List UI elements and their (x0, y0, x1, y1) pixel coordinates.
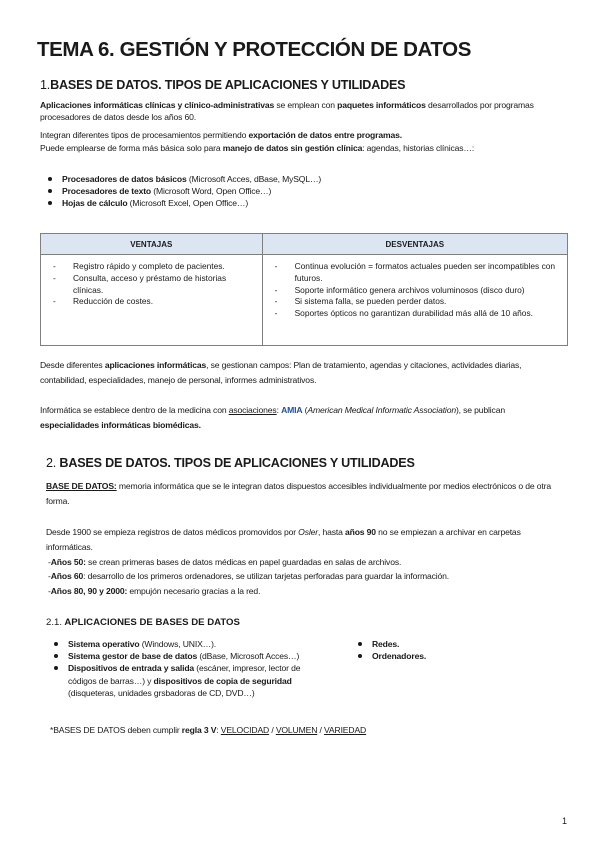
text: : desarrollo de los primeros ordenadores, se utilizan tarjetas perforadas para guardar la información. (83, 571, 449, 582)
table-header-row (41, 234, 568, 255)
section-1-paragraph-4 (40, 358, 565, 387)
timeline-item: -Años 60: desarrollo de los primeros ordenadores, se utilizan tarjetas perforadas para guardar la información. (48, 571, 449, 582)
text: Puede emplearse de forma más básica solo para (40, 143, 223, 153)
text: Desde 1900 se empieza registros de datos médicos promovidos por (46, 527, 299, 537)
italic-text: American Medical Informatic Association (307, 405, 456, 415)
list-item: - Consulta, acceso y préstamo de historias clínicas. (45, 273, 258, 297)
section-1-paragraph-1 (40, 99, 560, 123)
bold-text: manejo de datos sin gestión clínica (222, 143, 363, 153)
timeline-item: -Años 50: se crean primeras bases de datos médicas en papel guardadas en salas de archivos. (48, 557, 402, 567)
text: (Microsoft Word, Open Office…) (151, 186, 272, 197)
subsection-title: APLICACIONES DE BASES DE DATOS (64, 617, 240, 628)
text: Desde diferentes (40, 360, 105, 370)
underlined-text: VOLUMEN (275, 725, 318, 735)
text: Integran diferentes tipos de procesamientos permitiendo (40, 130, 249, 140)
underlined-text: VARIEDAD (323, 725, 367, 735)
bold-text: años 90 (344, 527, 376, 537)
underlined-text: asociaciones (228, 405, 277, 415)
bold-text: Años 60 (50, 571, 84, 582)
history-paragraph (46, 525, 556, 554)
text: (Microsoft Acces, dBase, MySQL…) (186, 174, 322, 184)
underlined-text: VELOCIDAD (220, 725, 270, 735)
text: (dBase, Microsoft Acces…) (197, 651, 300, 662)
text: (Windows, UNIX…). (139, 639, 217, 649)
section-1-paragraph-3 (40, 142, 565, 154)
list-item: - Si sistema falla, se pueden perder datos. (267, 296, 563, 308)
section-2-heading (46, 456, 415, 470)
text: se crean primeras bases de datos médicas en papel guardadas en salas de archivos. (85, 557, 402, 567)
section-1-title: BASES DE DATOS. TIPOS DE APLICACIONES Y UTILIDADES (50, 78, 406, 92)
bold-text: paquetes informáticos (337, 100, 426, 110)
list-item (44, 173, 544, 185)
text: empujón necesario gracias a la red. (127, 585, 261, 596)
list-item (354, 650, 534, 662)
bold-text: Sistema operativo (68, 639, 140, 649)
text: : agendas, historias clínicas…: (362, 143, 475, 153)
bold-text: Sistema gestor de base de datos (68, 651, 198, 662)
bold-text: aplicaciones informáticas (104, 360, 207, 370)
pros-cons-table (40, 233, 568, 346)
timeline-item: -Años 80, 90 y 2000: empujón necesario gracias a la red. (48, 585, 261, 596)
database-definition (46, 479, 556, 508)
list-item: - Soportes ópticos no garantizan durabilidad más allá de 10 años. (267, 308, 563, 320)
text: (disqueteras, unidades grsbadoras de CD, DVD…) (68, 687, 255, 698)
table-row (41, 255, 568, 346)
ventajas-cell (41, 255, 263, 346)
bold-text: Aplicaciones informáticas clínicas y clínico-administrativas (40, 100, 275, 110)
bold-text: Años 80, 90 y 2000: (50, 585, 128, 596)
text: : (216, 725, 221, 735)
text: : (276, 405, 282, 415)
text: , se gestionan campos: Plan de tratamiento, agendas y citaciones, actividades diarias, contabilidad, especialidades, manejo de personal, informes administrativos. (40, 360, 522, 385)
section-2-number: 2. (46, 456, 57, 470)
text: no se empiezan a archivar en carpetas informáticas. (46, 527, 521, 552)
list-item (44, 197, 544, 209)
list-item: - Continua evolución = formatos actuales pueden ser incompatibles con futuros. (267, 261, 563, 285)
text: memoria informática que se le integran datos dispuestos accesibles individualmente por medios electrónicos o de otra forma. (46, 481, 551, 506)
three-v-rule-note (50, 724, 550, 736)
desventajas-cell (262, 255, 567, 346)
text: Informática se establece dentro de la medicina con (40, 405, 229, 415)
bold-text: Años 50: (50, 557, 86, 567)
list-item (44, 185, 544, 197)
separator: / (269, 725, 276, 735)
timeline-list (48, 555, 563, 598)
bold-text: Dispositivos de entrada y salida (68, 663, 195, 674)
page-number: 1 (561, 816, 567, 826)
page-title: TEMA 6. GESTIÓN Y PROTECCIÓN DE DATOS (37, 38, 471, 61)
bold-text: Procesadores de texto (62, 186, 152, 197)
applications-list-left (50, 638, 330, 699)
header-desventajas: DESVENTAJAS (262, 234, 567, 255)
list-item (50, 662, 330, 699)
software-list (44, 173, 544, 210)
bold-text: Ordenadores. (372, 651, 427, 662)
subsection-2-1-heading (46, 617, 240, 628)
section-1-number: 1. (40, 78, 51, 92)
section-1-paragraph-2 (40, 129, 565, 141)
text: se emplean con (274, 100, 338, 110)
section-1-paragraph-5 (40, 403, 565, 432)
bold-text: regla 3 V (181, 725, 217, 735)
definition-term: BASE DE DATOS: (46, 481, 117, 491)
section-1-heading (40, 78, 405, 92)
subsection-number: 2.1. (46, 617, 63, 628)
applications-list-right (354, 638, 534, 662)
bold-text: especialidades informáticas biomédicas. (40, 419, 201, 430)
text: *BASES DE DATOS deben cumplir (50, 725, 182, 735)
text: , hasta (317, 527, 345, 537)
text: (Microsoft Excel, Open Office…) (127, 198, 249, 209)
text: ), se publican (455, 405, 505, 415)
bold-text: dispositivos de copia de seguridad (153, 675, 292, 686)
text: ( (302, 405, 308, 415)
section-2-title: BASES DE DATOS. TIPOS DE APLICACIONES Y UTILIDADES (59, 456, 415, 470)
ventajas-list (45, 261, 258, 308)
italic-text: Osler (298, 527, 318, 537)
separator: / (317, 725, 324, 735)
bold-text: Redes. (372, 639, 400, 649)
desventajas-list (267, 261, 563, 320)
list-item: - Soporte informático genera archivos voluminosos (disco duro) (267, 285, 563, 297)
text: (escáner, impresor, lector de códigos de barras…) y (68, 663, 301, 686)
list-item: - Reducción de costes. (45, 296, 258, 308)
list-item (50, 638, 330, 650)
list-item: - Registro rápido y completo de pacientes. (45, 261, 258, 273)
bold-text: Hojas de cálculo (62, 198, 128, 209)
bold-text: exportación de datos entre programas. (248, 130, 402, 140)
bold-text: Procesadores de datos básicos (62, 174, 187, 184)
list-item (50, 650, 330, 662)
amia-acronym: AMIA (281, 405, 303, 415)
list-item (354, 638, 534, 650)
header-ventajas: VENTAJAS (41, 234, 263, 255)
text: desarrollados por programas procesadores de datos desde los años 60. (40, 100, 534, 123)
